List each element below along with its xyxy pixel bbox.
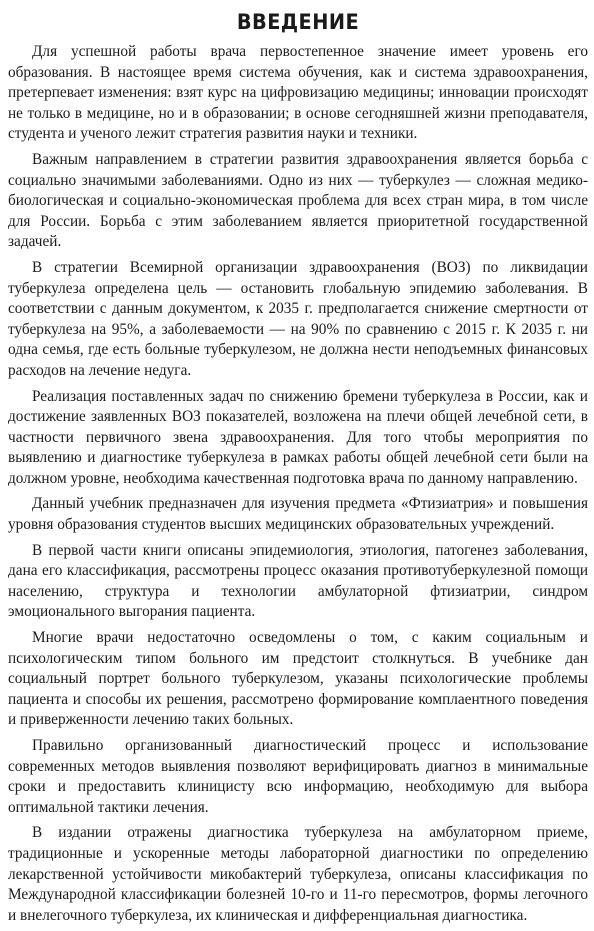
paragraph-1: Для успешной работы врача первостепенное значение имеет уровень его образования. В настоящее время система обучения, как и система здравоохранения, претерпевает изменения: взят курс на цифровизацию медицины; инновации происходят не только в медицине, но и в образовании; в основе сегодняшней жизни преподавателя, студента и ученого лежит стратегия развития науки и техники.: [8, 43, 588, 143]
paragraph-9: В издании отражены диагностика туберкулеза на амбулаторном приеме, традиционные и ускоренные методы лабораторной диагностики по определению лекарственной устойчивости микобактерий туберкулеза, описаны классификация по Международной классификации болезней 10-го и 11-го пересмотров, формы легочного и внелегочного туберкулеза, их клиническая и дифференциальная диагностика.: [8, 824, 588, 924]
paragraph-7: Многие врачи недостаточно осведомлены о том, с каким социальным и психологическим типом больного им предстоит столкнуться. В учебнике дан социальный портрет больного туберкулезом, указаны психологические проблемы пациента и способы их решения, рассмотрено формирование комплаентного поведения и приверженности лечению таких больных.: [8, 629, 588, 729]
paragraph-8: Правильно организованный диагностический процесс и использование современных методов выявления позволяют верифицировать диагноз в минимальные сроки и предоставить клиницисту всю информацию, необходимую для выбора оптимальной тактики лечения.: [8, 737, 588, 816]
paragraph-2: Важным направлением в стратегии развития здравоохранения является борьба с социально значимыми заболеваниями. Одно из них — туберкулез — сложная медико-биологическая и социально-экономическая проблема для всех стран мира, в том числе для России. Борьба с этим заболеванием является приоритетной государственной задачей.: [8, 150, 588, 251]
paragraph-4: Реализация поставленных задач по снижению бремени туберкулеза в России, как и достижение заявленных ВОЗ показателей, возложена на плечи общей лечебной сети, в частности первичного звена здравоохранения. Для того чтобы мероприятия по выявлению и диагностике туберкулеза в рамках работы общей лечебной сети были на должном уровне, необходима качественная подготовка врача по данному направлению.: [8, 387, 588, 487]
paragraph-5: Данный учебник предназначен для изучения предмета «Фтизиатрия» и повышения уровня образования студентов высших медицинских образовательных учреждений.: [8, 495, 588, 534]
page-title: ВВЕДЕНИЕ: [236, 10, 360, 34]
document-page: [8, 4, 588, 931]
paragraph-6: В первой части книги описаны эпидемиология, этиология, патогенез заболевания, дана его классификация, рассмотрены процесс оказания противотуберкулезной помощи населению, структура и технологии амбулаторной фтизиатрии, синдром эмоционального выгорания пациента.: [8, 541, 588, 621]
paragraph-3: В стратегии Всемирной организации здравоохранения (ВОЗ) по ликвидации туберкулеза определена цель — остановить глобальную эпидемию заболевания. В соответствии с данным документом, к 2035 г. предполагается снижение смертности от туберкулеза на 95%, а заболеваемости — на 90% по сравнению с 2015 г. К 2035 г. ни одна семья, где есть больные туберкулезом, не должна нести неподъемных финансовых расходов на лечение недуга.: [8, 258, 588, 379]
